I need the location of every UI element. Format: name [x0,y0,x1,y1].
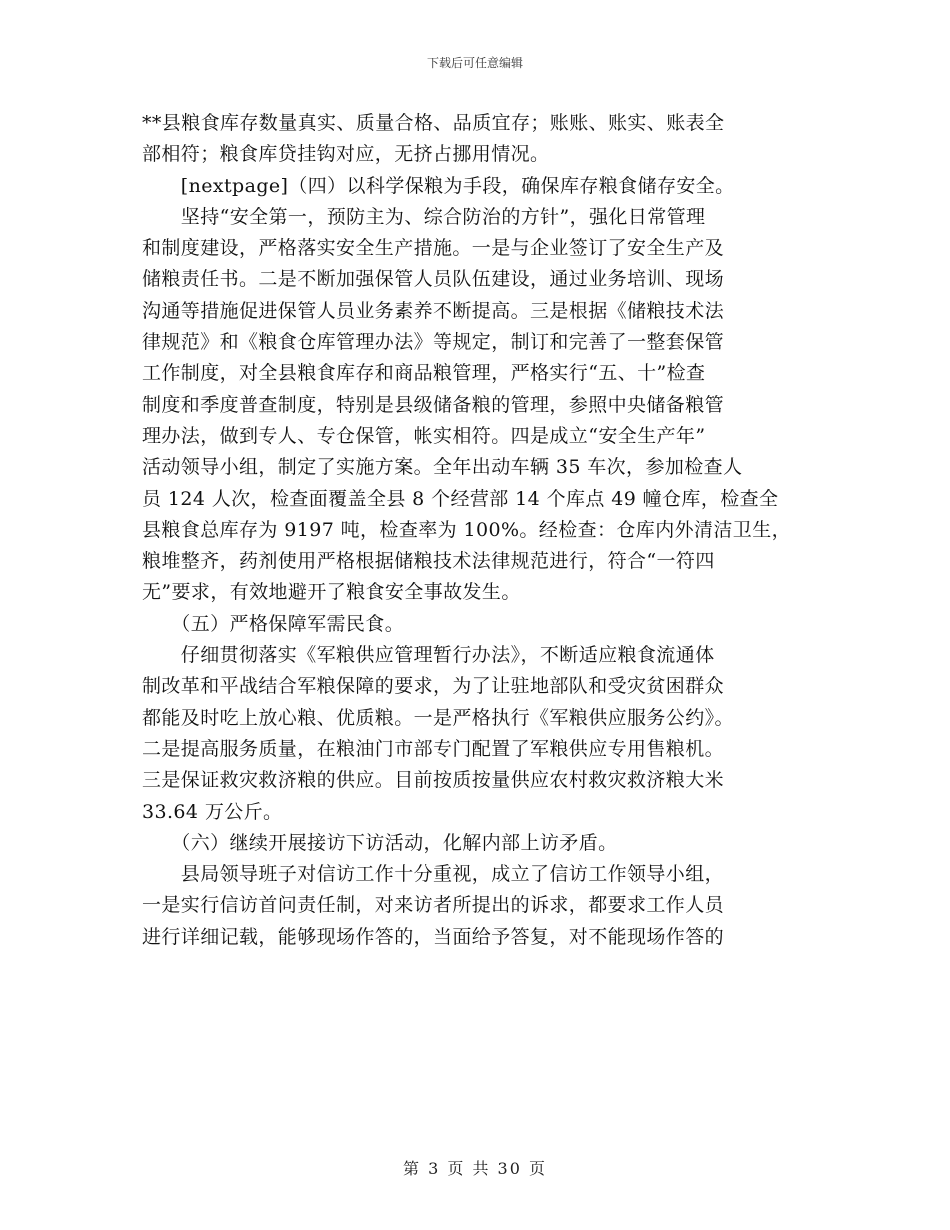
text-line: 县粮食总库存为 9197 吨，检查率为 100%。经检查：仓库内外清洁卫生， [142,518,791,541]
text-line: 都能及时吃上放心粮、优质粮。一是严格执行《军粮供应服务公约》。 [142,706,734,729]
section-heading: （六）继续开展接访下访活动，化解内部上访矛盾。 [142,831,618,854]
text-line: 坚持“安全第一，预防主为、综合防治的方针”，强化日常管理 [142,205,706,228]
text-line: 沟通等措施促进保管人员业务素养不断提高。三是根据《储粮技术法 [142,299,725,322]
text-line: **县粮食库存数量真实、质量合格、品质宜存；账账、账实、账表全 [142,112,725,134]
page-header: 下载后可任意编辑 [426,56,523,70]
text-line: [nextpage]（四）以科学保粮为手段，确保库存粮食储存安全。 [142,174,735,197]
text-line: 制度和季度普查制度，特别是县级储备粮的管理，参照中央储备粮管 [142,393,725,416]
text-line: 储粮责任书。二是不断加强保管人员队伍建设，通过业务培训、现场 [142,268,725,291]
text-line: 县局领导班子对信访工作十分重视，成立了信访工作领导小组， [142,863,725,886]
text-line: 部相符；粮食库贷挂钩对应，无挤占挪用情况。 [142,143,550,166]
text-line: 活动领导小组，制定了实施方案。全年出动车辆 35 车次，参加检查人 [142,456,743,479]
text-line: 进行详细记载，能够现场作答的，当面给予答复，对不能现场作答的 [142,925,725,948]
text-line: 仔细贯彻落实《军粮供应管理暂行办法》，不断适应粮食流通体 [142,644,715,667]
text-line: 一是实行信访首问责任制，对来访者所提出的诉求，都要求工作人员 [142,894,725,917]
text-line: 三是保证救灾救济粮的供应。目前按质按量供应农村救灾救济粮大米 [142,769,725,792]
section-heading: （五）严格保障军需民食。 [142,612,405,635]
text-line: 33.64 万公斤。 [142,800,283,823]
page-footer: 第 3 页 共 30 页 [403,1159,547,1178]
text-line: 和制度建设，严格落实安全生产措施。一是与企业签订了安全生产及 [142,237,725,260]
text-line: 制改革和平战结合军粮保障的要求，为了让驻地部队和受灾贫困群众 [142,675,725,698]
text-line: 二是提高服务质量，在粮油门市部专门配置了军粮供应专用售粮机。 [142,737,725,760]
document-body [142,108,810,953]
text-line: 律规范》和《粮食仓库管理办法》等规定，制订和完善了一整套保管 [142,331,725,354]
text-line: 工作制度，对全县粮食库存和商品粮管理，严格实行“五、十”检查 [142,362,706,385]
text-line: 无”要求，有效地避开了粮食安全事故发生。 [142,581,521,604]
text-line: 理办法，做到专人、专仓保管，帐实相符。四是成立“安全生产年” [142,424,706,447]
text-line: 员 124 人次，检查面覆盖全县 8 个经营部 14 个库点 49 幢仓库，检查全 [142,487,779,510]
text-line: 粮堆整齐，药剂使用严格根据储粮技术法律规范进行，符合“一符四 [142,550,715,573]
